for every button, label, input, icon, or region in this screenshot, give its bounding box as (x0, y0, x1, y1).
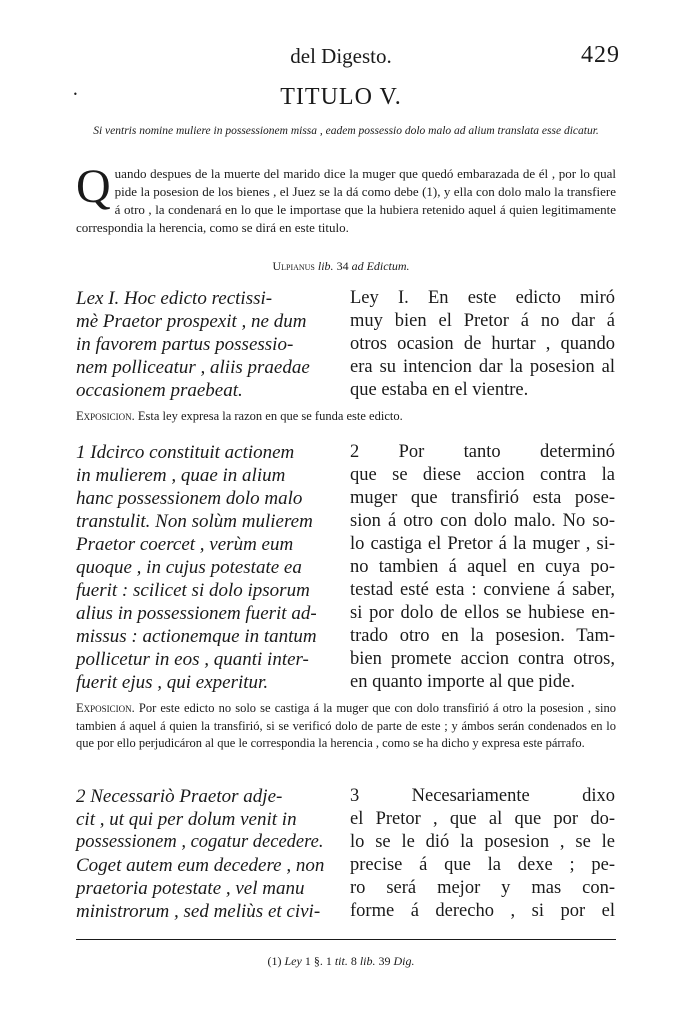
exposition-label: Exposicion. (76, 409, 135, 423)
latin-line: missus : actionemque in tantum (76, 626, 317, 647)
latin-line: Lex I. Hoc edicto rectissi- (76, 288, 273, 309)
section1-latin (76, 441, 328, 694)
source-citation (0, 259, 682, 274)
source-ad: ad (351, 259, 364, 273)
latin-line: pollicetur in eos , quanti inter- (76, 649, 309, 670)
exposition-label: Exposicion. (76, 701, 135, 715)
latin-line: possessionem , cogatur decedere. (76, 832, 324, 852)
spanish-line: en quanto importe al que pide. (350, 672, 576, 692)
spanish-line: 3 Necesariamente dixo (350, 786, 615, 806)
spanish-line: precise á que la dexe ; pe- (350, 855, 615, 875)
spanish-line: que se diese accion contra la (350, 465, 615, 485)
chapter-title: TITULO V. (280, 84, 402, 110)
spanish-line: forme á derecho , si por el (350, 901, 615, 921)
footnote-ley: Ley (284, 954, 302, 968)
source-author: Ulpianus (272, 259, 315, 273)
footnote-n8: 8 (350, 954, 357, 968)
latin-line: cit , ut qui per dolum venit in (76, 809, 297, 830)
spanish-line: si por dolo de ellos se hubiese en- (350, 603, 615, 623)
spanish-line: lo castiga el Pretor á la muger , si- (350, 534, 615, 554)
spanish-line: muy bien el Pretor á no dar á (350, 311, 615, 331)
spanish-line: otros ocasion de hurtar , quando (350, 334, 615, 354)
margin-mark: • (73, 90, 78, 99)
latin-line: mè Praetor prospexit , ne dum (76, 311, 307, 332)
spanish-line: lo se le dió la posesion , se le (350, 832, 615, 852)
spanish-line: sion á otro con dolo malo. No so- (350, 511, 615, 531)
latin-line: fuerit : scilicet si dolo ipsorum (76, 580, 310, 601)
latin-line: transtulit. Non solùm mulierem (76, 511, 313, 532)
latin-line: ministrorum , sed meliùs et civi- (76, 901, 321, 922)
latin-line: in favorem partus possessio- (76, 334, 294, 355)
section2-spanish (350, 785, 615, 923)
exposition-text: Por este edicto no solo se castiga á la muger que con dolo transfirió á otro la posesion , sino tambien á aquel á quien la transfirió, si se verificó dolo de parte de este ; y ámbos serán condenados en lo que por ello perjudicáron al que le correspondia la herencia , como se ha dicho y expresa este párrafo. (76, 701, 617, 750)
drop-cap: Q (76, 160, 111, 213)
latin-line: 1 Idcirco constituit actionem (76, 442, 295, 463)
latin-line: hanc possessionem dolo malo (76, 488, 303, 509)
source-num: 34 (336, 259, 349, 273)
footnote-rule (76, 939, 616, 940)
latin-line: fuerit ejus , qui experitur. (76, 672, 269, 693)
footnote (0, 954, 682, 969)
chapter-subtitle: Si ventris nomine muliere in possessionem missa , eadem possessio dolo malo ad alium translata esse dicatur. (93, 125, 599, 137)
law1-spanish (350, 287, 615, 402)
source-lib: lib. (317, 259, 334, 273)
page-number: 429 (581, 42, 620, 68)
latin-line: Praetor coercet , verùm eum (76, 534, 294, 555)
section2-latin (76, 785, 328, 923)
exposition-2 (76, 700, 616, 753)
spanish-line: testad esté esta : conviene á saber, (350, 580, 615, 600)
spanish-line: bien promete accion contra otros, (350, 649, 615, 669)
exposition-1 (76, 408, 616, 426)
latin-line: in mulierem , quae in alium (76, 465, 286, 486)
summary-paragraph (76, 160, 616, 237)
latin-line: quoque , in cujus potestate ea (76, 557, 302, 578)
spanish-line: trado otro en la posesion. Tam- (350, 626, 615, 646)
running-title: del Digesto. (290, 44, 392, 68)
latin-line: nem polliceatur , aliis praedae (76, 357, 310, 378)
law1-latin (76, 287, 328, 402)
footnote-lib: lib. (359, 954, 376, 968)
spanish-line: Ley I. En este edicto miró (350, 288, 615, 308)
spanish-line: 2 Por tanto determinó (350, 442, 615, 462)
latin-line: Coget autem eum decedere , non (76, 855, 325, 876)
latin-line: occasionem praebeat. (76, 380, 243, 401)
spanish-line: el Pretor , que al que por do- (350, 809, 615, 829)
latin-line: praetoria potestate , vel manu (76, 878, 305, 899)
source-work: Edictum. (366, 259, 410, 273)
spanish-line: que estaba en el vientre. (350, 380, 529, 400)
latin-line: 2 Necessariò Praetor adje- (76, 786, 283, 807)
spanish-line: no tambien á aquel en cuya po- (350, 557, 615, 577)
footnote-n39: 39 (378, 954, 391, 968)
footnote-dig: Dig. (393, 954, 415, 968)
latin-line: alius in possessionem fuerit ad- (76, 603, 317, 624)
footnote-number: (1) (267, 954, 282, 968)
footnote-para: 1 §. 1 (304, 954, 332, 968)
spanish-line: ro será mejor y mas con- (350, 878, 615, 898)
footnote-tit: tit. (334, 954, 348, 968)
spanish-line: era su intencion dar la posesion al (350, 357, 615, 377)
summary-text: uando despues de la muerte del marido dice la muger que quedó embarazada de él , por lo qual pide la posesion de los bienes , el Juez se la dá como debe (1), y ella con dolo malo la transfiere á otro , la condenará en lo que le importase que la hubiera retenido aquel á quien legitimamente correspondia la herencia, como se dirá en este titulo. (76, 166, 616, 235)
exposition-text: Esta ley expresa la razon en que se funda este edicto. (137, 409, 403, 423)
section1-spanish (350, 441, 615, 694)
spanish-line: muger que transfirió esta pose- (350, 488, 615, 508)
